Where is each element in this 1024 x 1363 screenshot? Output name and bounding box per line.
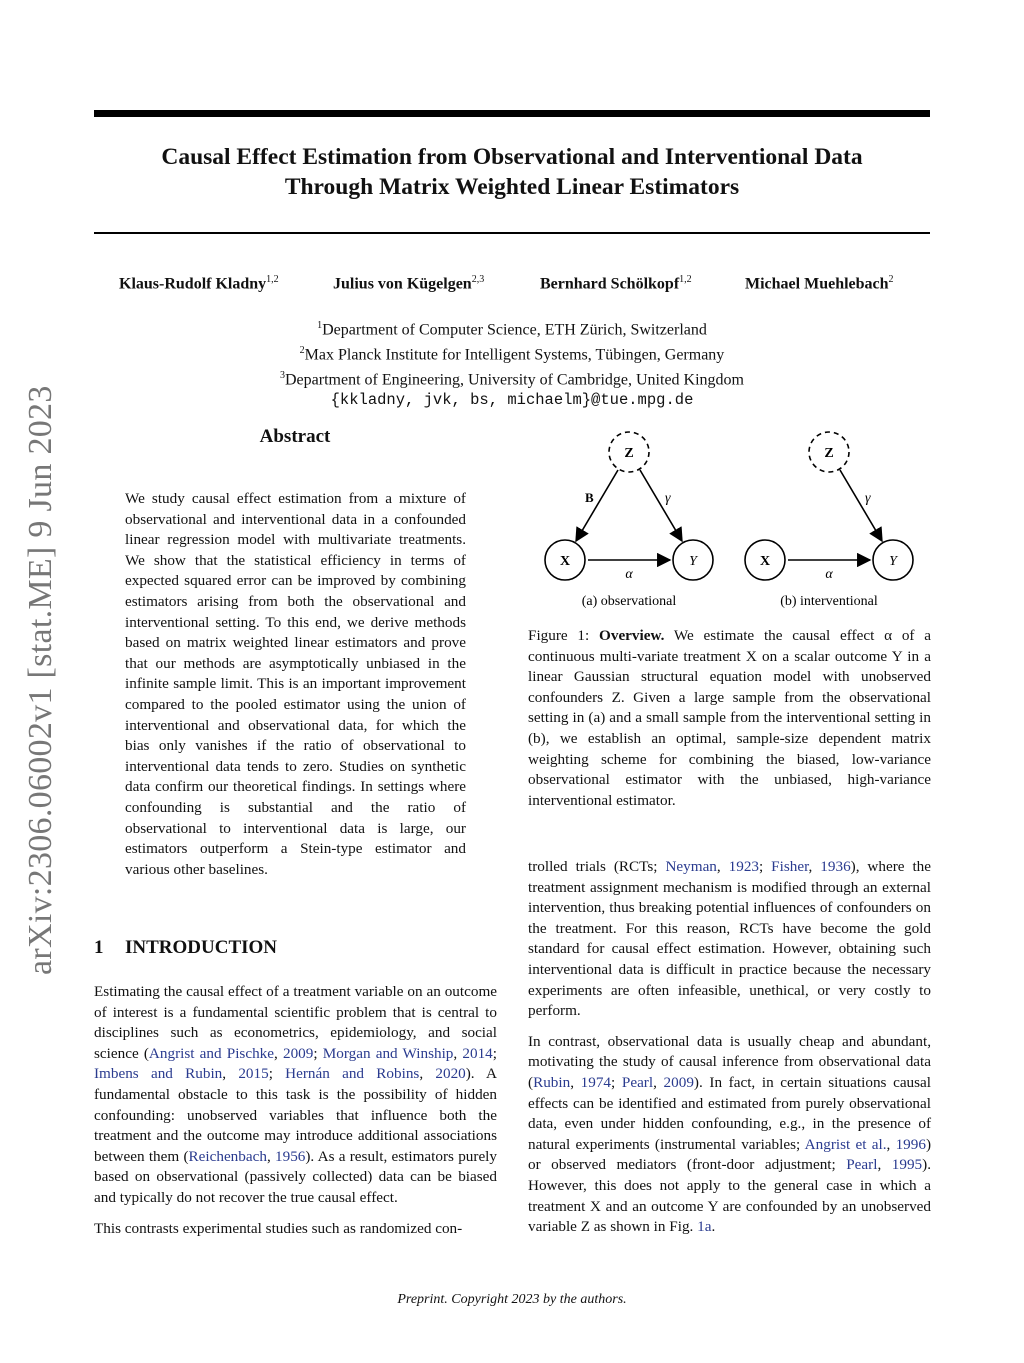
intro-paragraph-3 <box>528 1032 931 1238</box>
intro-paragraph-2-start: This contrasts experimental studies such as randomized con- <box>94 1219 463 1237</box>
citation-link[interactable]: Pearl <box>846 1156 878 1174</box>
citation-link[interactable]: Angrist et al. <box>804 1135 887 1153</box>
intro-paragraph-2-cont <box>528 857 931 1022</box>
edge-z-y-a <box>640 470 682 541</box>
paragraph-text: , <box>808 858 821 875</box>
citation-link[interactable]: Angrist and Pischke <box>148 1044 274 1062</box>
affiliation-3: $^3$Department of Engineering, University of Cambridge, United Kingdom <box>279 369 744 388</box>
caption-text: We estimate the causal effect α of a continuous multi-variate treatment X on a scalar outcome Y in a linear Gaussian structural equation model with unobserved confounders Z. Given a large sample from the observational setting in (a) and a small sample from the interventional setting in (b), we establish an optimal, sample-size dependent matrix weighting scheme for combining the biased, low-variance observational estimator with the unbiased, high-variance interventional estimator. <box>528 627 931 809</box>
edge-z-y-b <box>840 470 882 541</box>
paragraph-text: , <box>886 1135 896 1153</box>
author-emails: {kkladny, jvk, bs, michaelm}@tue.mpg.de <box>330 391 694 410</box>
graph-observational <box>545 432 713 609</box>
paragraph-text: , <box>266 1147 275 1165</box>
edge-z-x <box>576 470 618 541</box>
title-bottom-rule <box>94 232 930 234</box>
citation-link[interactable]: Imbens and Rubin <box>94 1065 223 1083</box>
citation-link[interactable]: 2014 <box>462 1044 493 1062</box>
subcaption-a: (a) observational <box>581 594 677 609</box>
paragraph-text: , <box>274 1044 283 1062</box>
author-4: Michael Muehlebach$^2$ <box>745 274 894 293</box>
section-title: INTRODUCTION <box>125 937 278 958</box>
page-footer: Preprint. Copyright 2023 by the authors. <box>397 1292 627 1307</box>
citation-link[interactable]: 1996 <box>895 1135 926 1153</box>
edge-label-gamma-b: γ <box>865 491 871 506</box>
paragraph-text: , <box>453 1044 463 1062</box>
citation-link[interactable]: 2015 <box>238 1065 269 1083</box>
citation-link[interactable]: 1995 <box>891 1156 923 1174</box>
author-2: Julius von Kügelgen$^{2,3}$ <box>333 274 485 293</box>
edge-label-gamma-a: γ <box>665 491 671 506</box>
edge-label-b: B <box>585 490 594 505</box>
paragraph-text: . <box>711 1218 716 1236</box>
node-y-b-label: Y <box>889 554 897 569</box>
paper-title <box>94 142 930 202</box>
edge-label-alpha-a: α <box>625 567 633 582</box>
author-1: Klaus-Rudolf Kladny$^{1,2}$ <box>119 274 279 293</box>
caption-label: Figure 1: <box>528 627 590 644</box>
paragraph-text: trolled trials (RCTs; <box>528 858 666 875</box>
paragraph-text: , <box>570 1073 581 1091</box>
paragraph-text: ), where the treatment assignment mechanism is modified through an external intervention, thus breaking potential influences of confounders on the treatment. For this reason, RCTs have become the gold standard for causal effect estimation. However, obtaining such interventional data is difficult in practice because the necessary experiments are often infeasible, unethical, or very costly to perform. <box>528 858 932 1020</box>
abstract-heading: Abstract <box>259 426 331 447</box>
citation-link[interactable]: Pearl <box>621 1073 654 1091</box>
citation-link[interactable]: 2020 <box>435 1065 466 1083</box>
graph-interventional <box>745 432 913 609</box>
node-z-a-label: Z <box>624 446 634 461</box>
paragraph-text: ; <box>268 1065 286 1083</box>
paragraph-text: ). As a result, estimators purely based on observational (passively collected) data can be biased and typically do not recover the true causal effect. <box>94 1147 497 1206</box>
author-3: Bernhard Schölkopf$^{1,2}$ <box>540 274 692 293</box>
title-line-2: Through Matrix Weighted Linear Estimators <box>284 174 740 200</box>
citation-link[interactable]: Rubin <box>533 1073 571 1091</box>
section-number: 1 <box>94 937 104 958</box>
paragraph-text: , <box>419 1065 436 1083</box>
caption-bold: Overview. <box>599 627 665 644</box>
paragraph-text: ; <box>611 1073 622 1091</box>
citation-link[interactable]: Reichenbach <box>188 1147 267 1165</box>
node-x-a-label: X <box>559 554 571 569</box>
paragraph-text: , <box>877 1156 892 1174</box>
affiliation-2: $^2$Max Planck Institute for Intelligent Systems, Tübingen, Germany <box>299 344 725 364</box>
citation-link[interactable]: 1956 <box>275 1147 306 1165</box>
causal-graph-diagram <box>528 425 931 615</box>
abstract-text: We study causal effect estimation from a mixture of observational and interventional data in a confounded linear regression model with multivariate treatments. We show that the statistical efficiency in terms of expected squared error can be improved by combining estimators arising from both the observational and interventional setting. To this end, we derive methods based on matrix weighted linear estimators and prove that our methods are asymptotically unbiased in the infinite sample limit. This is an important improvement compared to the pooled estimator using the union of interventional and observational data, for which the bias only vanishes if the ratio of observational to interventional data tends to zero. Studies on synthetic data confirm our theoretical findings. In settings where confounding is substantial and the ratio of observational to interventional data is large, our estimators outperform a Stein-type estimator and various other baselines. <box>125 490 466 878</box>
paragraph-text: , <box>653 1073 664 1091</box>
title-top-rule <box>94 110 930 117</box>
citation-link[interactable]: Hernán and Robins <box>285 1065 420 1083</box>
citation-link[interactable]: Neyman <box>665 858 717 875</box>
affiliations <box>94 316 930 411</box>
paragraph-text: ; <box>313 1044 323 1062</box>
citation-link[interactable]: 1936 <box>820 858 851 875</box>
citation-link[interactable]: 1923 <box>728 858 760 875</box>
citation-link[interactable]: 1974 <box>580 1073 612 1091</box>
citation-link[interactable]: 1a <box>697 1218 712 1236</box>
paragraph-text: ). In fact, in certain situations causal effects can be identified and estimated from purely observational data, even under hidden confounding, e.g., in the presence of natural experiments (instrumental variables; <box>528 1073 932 1153</box>
citation-link[interactable]: 2009 <box>663 1073 694 1091</box>
node-x-b-label: X <box>759 554 771 569</box>
paragraph-text: ) or observed mediators (front-door adjustment; <box>528 1135 932 1174</box>
subcaption-b: (b) interventional <box>780 594 878 609</box>
affiliation-1: $^1$Department of Computer Science, ETH Zürich, Switzerland <box>317 320 707 339</box>
edge-label-alpha-b: α <box>825 567 833 582</box>
paragraph-text: ; <box>492 1044 497 1062</box>
citation-link[interactable]: Morgan and Winship <box>322 1044 454 1062</box>
citation-link[interactable]: 2009 <box>282 1044 314 1062</box>
paragraph-text: , <box>716 858 729 875</box>
title-line-1: Causal Effect Estimation from Observational and Interventional Data <box>161 144 863 170</box>
paragraph-text: Estimating the causal effect of a treatment variable on an outcome of interest is a fundamental scientific problem that is central to disciplines such as econometrics, epidemiology, and social science ( <box>94 983 497 1062</box>
paragraph-text: ). However, this does not apply to the general case in which a treatment X and an outcome Y are confounded by an unobserved variable Z as shown in Fig. <box>528 1156 931 1236</box>
node-z-b-label: Z <box>824 446 834 461</box>
node-y-a-label: Y <box>689 554 697 569</box>
section-heading <box>94 937 277 959</box>
paragraph-text: ). A fundamental obstacle to this task is the possibility of hidden confounding: unobserved variables that influence both the treatment and the outcome may introduce additional associations between them ( <box>94 1065 497 1165</box>
intro-paragraph-1 <box>94 982 497 1209</box>
figure-1-caption <box>528 626 931 811</box>
paragraph-text: In contrast, observational data is usually cheap and abundant, motivating the study of causal inference from observational data ( <box>528 1032 931 1091</box>
paragraph-text: ; <box>759 858 772 875</box>
left-column-text <box>94 982 497 1249</box>
arxiv-sidebar-id: arXiv:2306.06002v1 [stat.ME] 9 Jun 2023 <box>22 385 59 975</box>
figure-1 <box>528 425 931 615</box>
citation-link[interactable]: Fisher <box>771 858 809 875</box>
right-column-text <box>528 857 931 1248</box>
paragraph-text: , <box>222 1065 239 1083</box>
